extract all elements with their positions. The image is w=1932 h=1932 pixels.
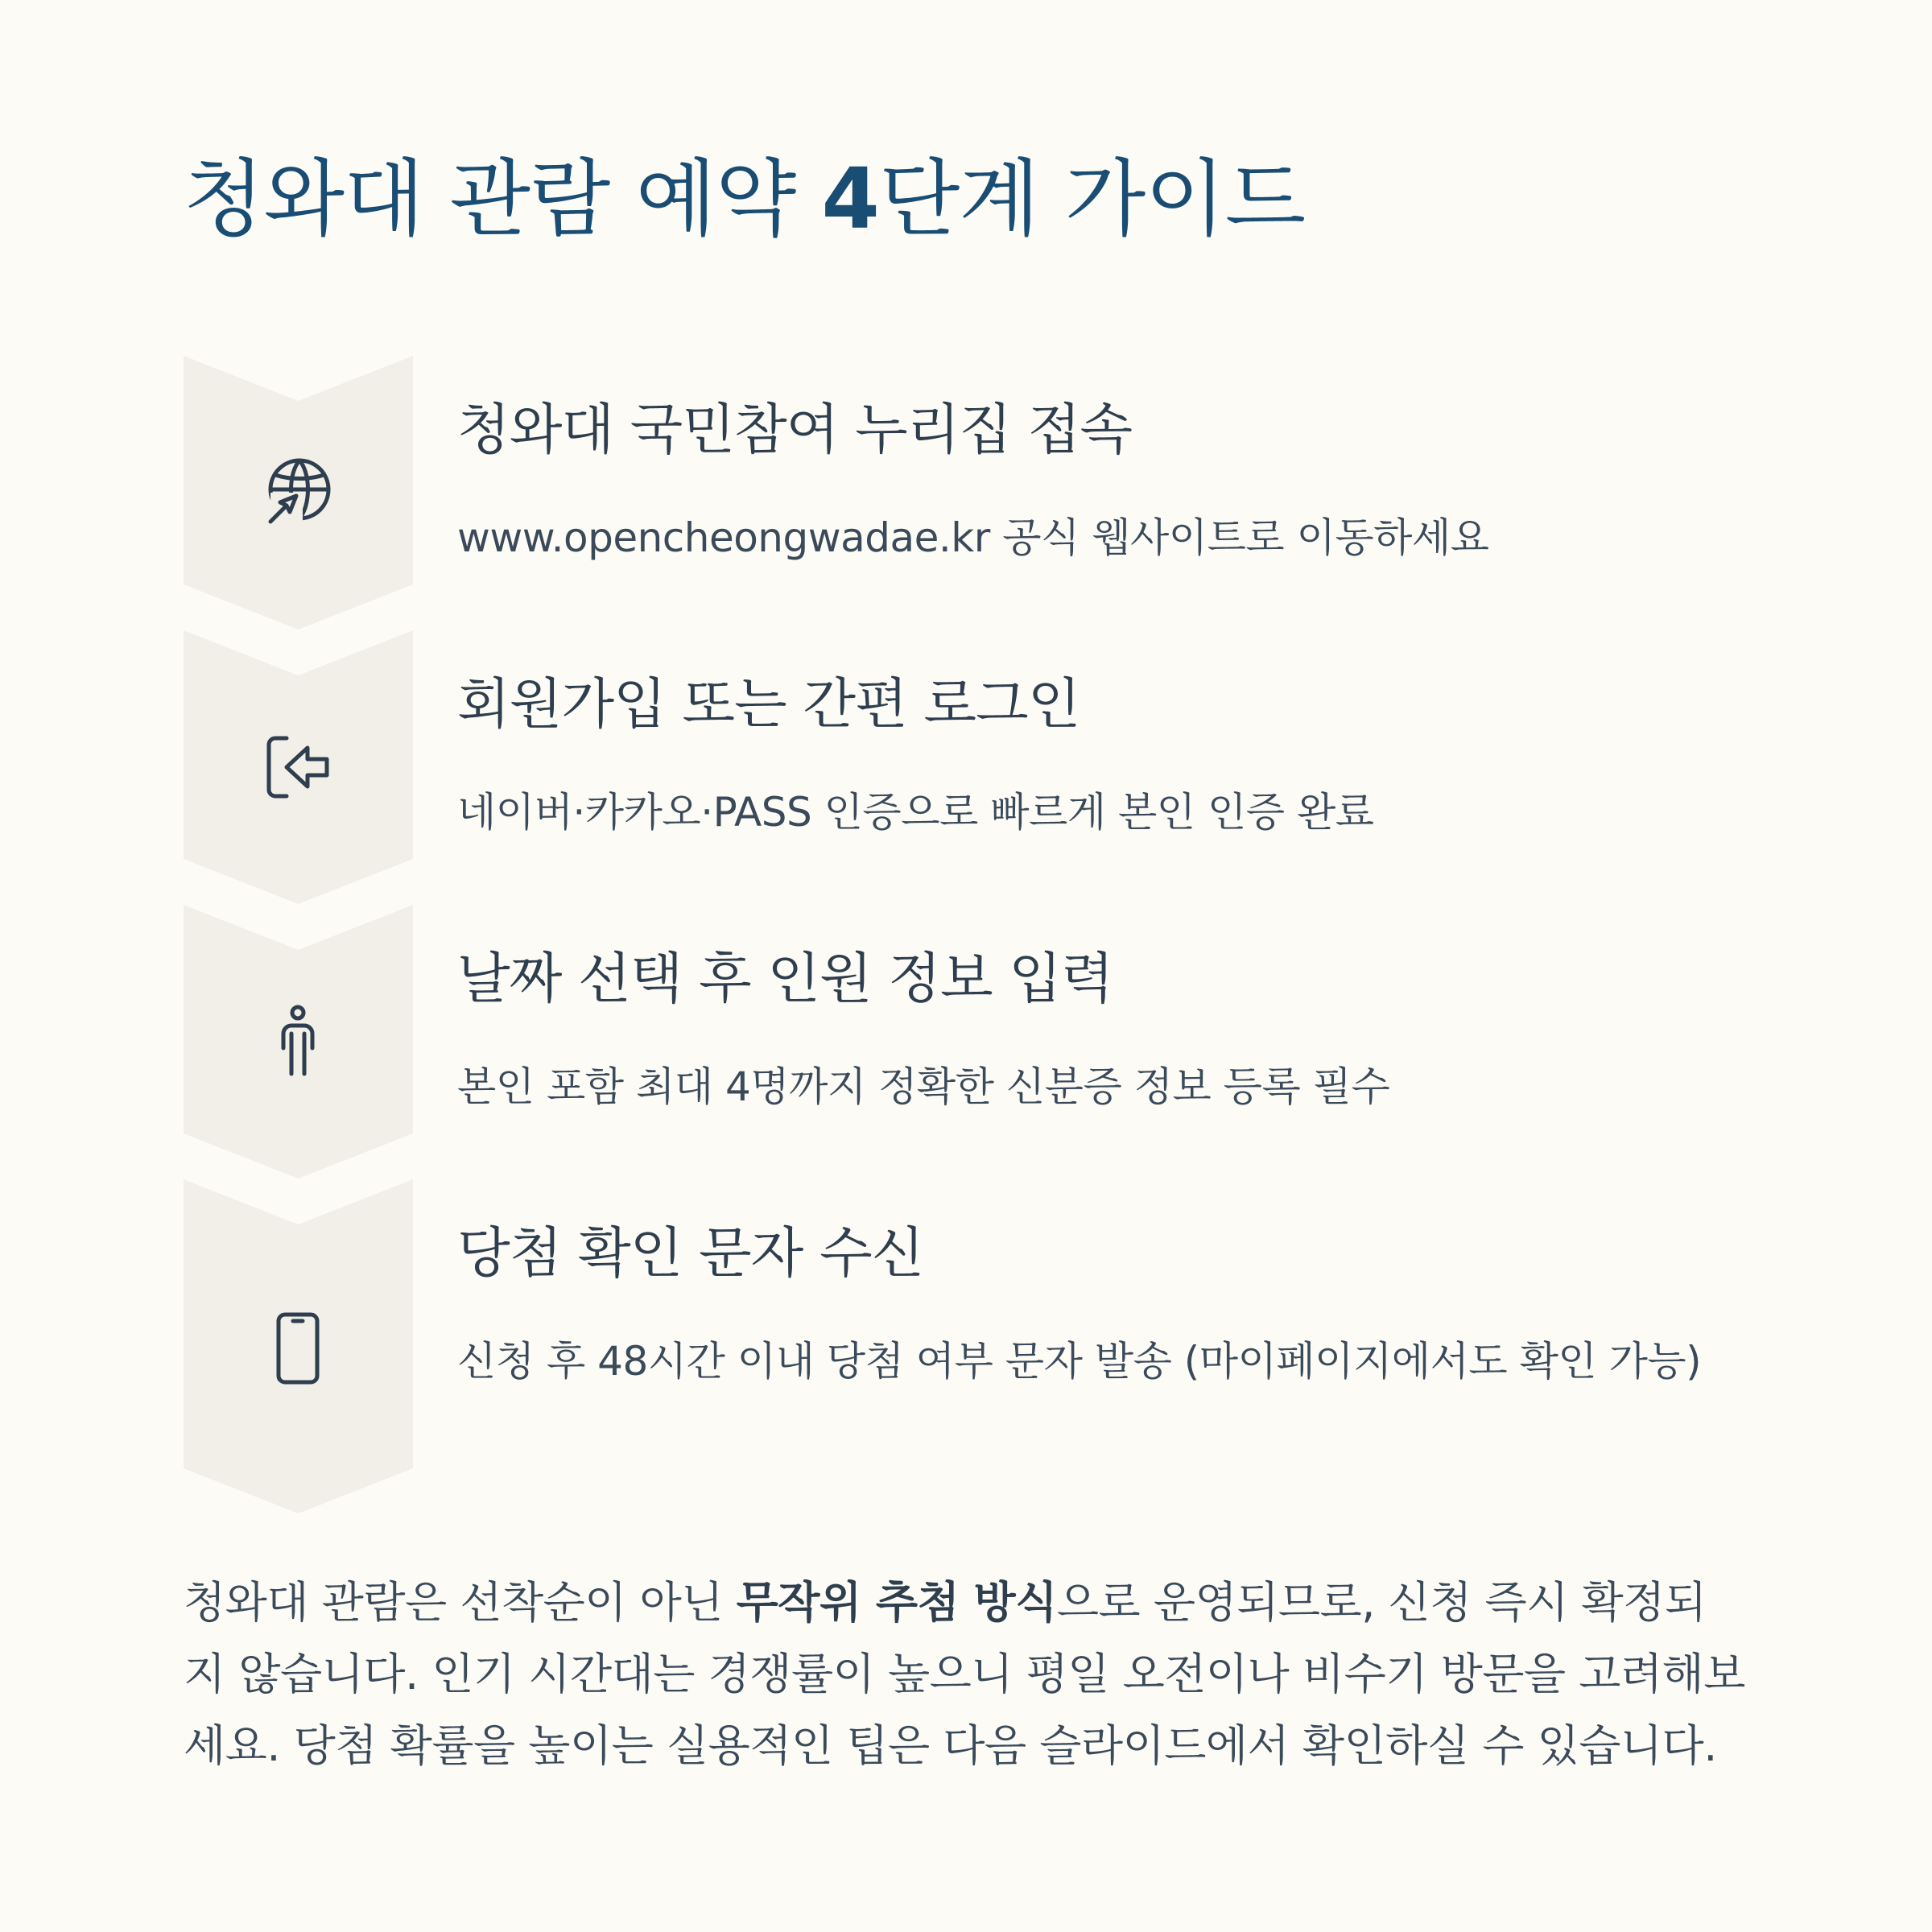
step-1 [184,356,1753,630]
title-part-1: 청와대 관람 예약 [184,150,822,248]
step-3-description: 본인 포함 최대 4명까지 정확한 신분증 정보 등록 필수 [457,1063,1390,1110]
page-title [184,151,1305,248]
title-step-count: 4 [821,150,879,248]
step-2-description: 네이버·카카오·PASS 인증으로 빠르게 본인 인증 완료 [457,789,1374,836]
step-1-description: www.opencheongwadae.kr 공식 웹사이트로 이동하세요 [457,514,1489,561]
step-3 [184,905,1753,1179]
step-2 [184,630,1753,904]
step-4 [184,1179,1753,1513]
step-2-title: 회원가입 또는 간편 로그인 [457,673,1080,737]
step-1-title: 청와대 국민참여 누리집 접속 [457,398,1133,462]
mobile-phone-icon [258,1308,338,1389]
footer-highlight: 무작위 추첨 방식 [736,1577,1057,1628]
step-3-title: 날짜 선택 후 인원 정보 입력 [457,947,1113,1011]
person-icon [258,1001,338,1082]
login-arrow-icon [258,727,338,807]
footer-text-before: 청와대 관람은 선착순이 아닌 [184,1577,737,1628]
title-part-2: 단계 가이드 [878,150,1306,248]
footer-note [184,1567,1745,1781]
globe-cursor-icon [258,452,338,533]
step-4-title: 당첨 확인 문자 수신 [457,1222,924,1286]
step-4-description: 신청 후 48시간 이내 당첨 여부 문자 발송 (마이페이지에서도 확인 가능) [457,1338,1702,1385]
footer-text-after: 으로 운영되므로, 신청 즉시 확정되지 않습니다. 인기 시간대는 경쟁률이 높으니 평일 오전이나 비수기 방문을 고려해보세요. 당첨 확률을 높이는 실용적인 팁은 다음 슬라이드에서 확인하실 수 있습니다. [184,1577,1745,1772]
